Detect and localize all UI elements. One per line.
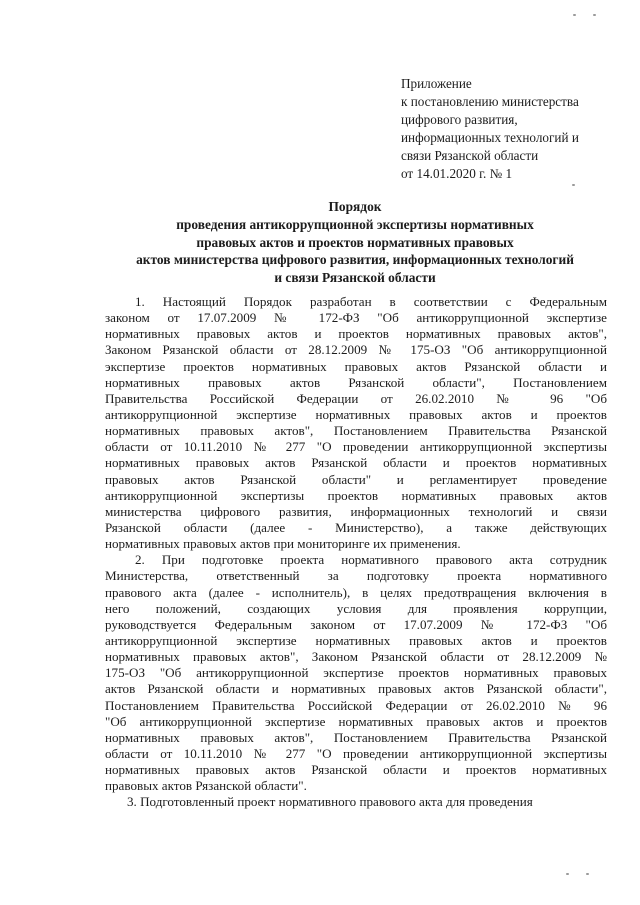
- paragraph-line: Законом Рязанской области от 28.12.2009 № 175-ОЗ "Об антикоррупционной: [105, 342, 607, 358]
- paragraph-line: области от 10.11.2010 № 277 "О проведении антикоррупционной экспертизы: [105, 745, 607, 761]
- document-title: [95, 198, 615, 287]
- paragraph-line: 2. При подготовке проекта нормативного правового акта сотрудник: [135, 552, 607, 568]
- paragraph-line: нормативных правовых актов Рязанской области и проектов нормативных: [105, 455, 607, 471]
- title-line: проведения антикоррупционной экспертизы нормативных: [176, 216, 534, 232]
- paragraph-line: Правительства Российской Федерации от 26.02.2010 № 96 "Об: [105, 390, 607, 406]
- paragraph: [105, 552, 607, 794]
- title-line: актов министерства цифрового развития, информационных технологий: [136, 252, 574, 268]
- paragraph-line: нормативных правовых актов", Законом Рязанской области от 28.12.2009 №: [105, 649, 607, 665]
- appendix-line: от 14.01.2020 г. № 1: [401, 166, 513, 181]
- paragraph-line: Постановлением Правительства Российской Федерации от 26.02.2010 № 96: [105, 697, 607, 713]
- paragraph-line: антикоррупционной экспертизе нормативных правовых актов и проектов: [105, 632, 607, 648]
- paragraph-line: нормативных правовых актов Рязанской области и проектов нормативных: [105, 762, 607, 778]
- paragraph-line: антикоррупционной экспертизе нормативных правовых актов и проектов: [105, 406, 607, 422]
- title-heading: Порядок: [328, 199, 382, 214]
- paragraph-line: "Об антикоррупционной экспертизе нормативных правовых актов и проектов: [105, 713, 607, 729]
- paragraph-line: руководствуется Федеральным законом от 17.07.2009 № 172-ФЗ "Об: [105, 616, 607, 632]
- appendix-line: Приложение: [401, 76, 472, 91]
- paragraph: [105, 294, 607, 552]
- paragraph-line: нормативных правовых актов при мониторинге их применения.: [105, 536, 461, 552]
- title-line: и связи Рязанской области: [274, 270, 436, 286]
- paragraph: [105, 794, 607, 810]
- paragraph-line: антикоррупционной экспертизы проектов нормативных правовых актов: [105, 487, 607, 503]
- document-body: [105, 294, 607, 811]
- paragraph-line: него положений, создающих условия для проявления коррупции,: [105, 600, 607, 616]
- paragraph-line: области от 10.11.2010 № 277 "О проведении антикоррупционной экспертизы: [105, 439, 607, 455]
- paragraph-line: актов Рязанской области и нормативных правовых актов Рязанской области",: [105, 681, 607, 697]
- appendix-line: информационных технологий и: [401, 130, 579, 145]
- paragraph-line: 175-ОЗ "Об антикоррупционной экспертизе проектов нормативных правовых: [105, 665, 607, 681]
- appendix-block: [401, 75, 611, 183]
- paragraph-line: правовых актов Рязанской области" и регламентирует проведение: [105, 471, 607, 487]
- paragraph-line: Рязанской области (далее - Министерство), а также действующих: [105, 519, 607, 535]
- paragraph-line: экспертизе проектов нормативных правовых актов Рязанской области и: [105, 358, 607, 374]
- scan-speck: [593, 14, 596, 16]
- paragraph-line: 3. Подготовленный проект нормативного правового акта для проведения: [127, 794, 533, 810]
- scan-speck: [586, 873, 589, 875]
- paragraph-line: нормативных правовых актов Рязанской области", Постановлением: [105, 374, 607, 390]
- paragraph-line: правового акта (далее - исполнитель), в целях предотвращения включения в: [105, 584, 607, 600]
- paragraph-line: нормативных правовых актов и проектов нормативных правовых актов",: [105, 326, 607, 342]
- paragraph-line: законом от 17.07.2009 № 172-ФЗ "Об антикоррупционной экспертизе: [105, 310, 607, 326]
- scan-speck: [572, 184, 575, 186]
- paragraph-line: министерства цифрового развития, информационных технологий и связи: [105, 503, 607, 519]
- title-line: правовых актов и проектов нормативных правовых: [196, 234, 514, 250]
- paragraph-line: нормативных правовых актов", Постановлением Правительства Рязанской: [105, 729, 607, 745]
- paragraph-line: нормативных правовых актов", Постановлением Правительства Рязанской: [105, 423, 607, 439]
- paragraph-line: Министерства, ответственный за подготовку проекта нормативного: [105, 568, 607, 584]
- paragraph-line: правовых актов Рязанской области".: [105, 778, 307, 794]
- scan-speck: [566, 873, 569, 875]
- appendix-line: связи Рязанской области: [401, 148, 539, 163]
- appendix-line: цифрового развития,: [401, 112, 518, 127]
- paragraph-line: 1. Настоящий Порядок разработан в соответствии с Федеральным: [135, 294, 607, 309]
- scan-speck: [573, 14, 576, 16]
- appendix-line: к постановлению министерства: [401, 94, 579, 109]
